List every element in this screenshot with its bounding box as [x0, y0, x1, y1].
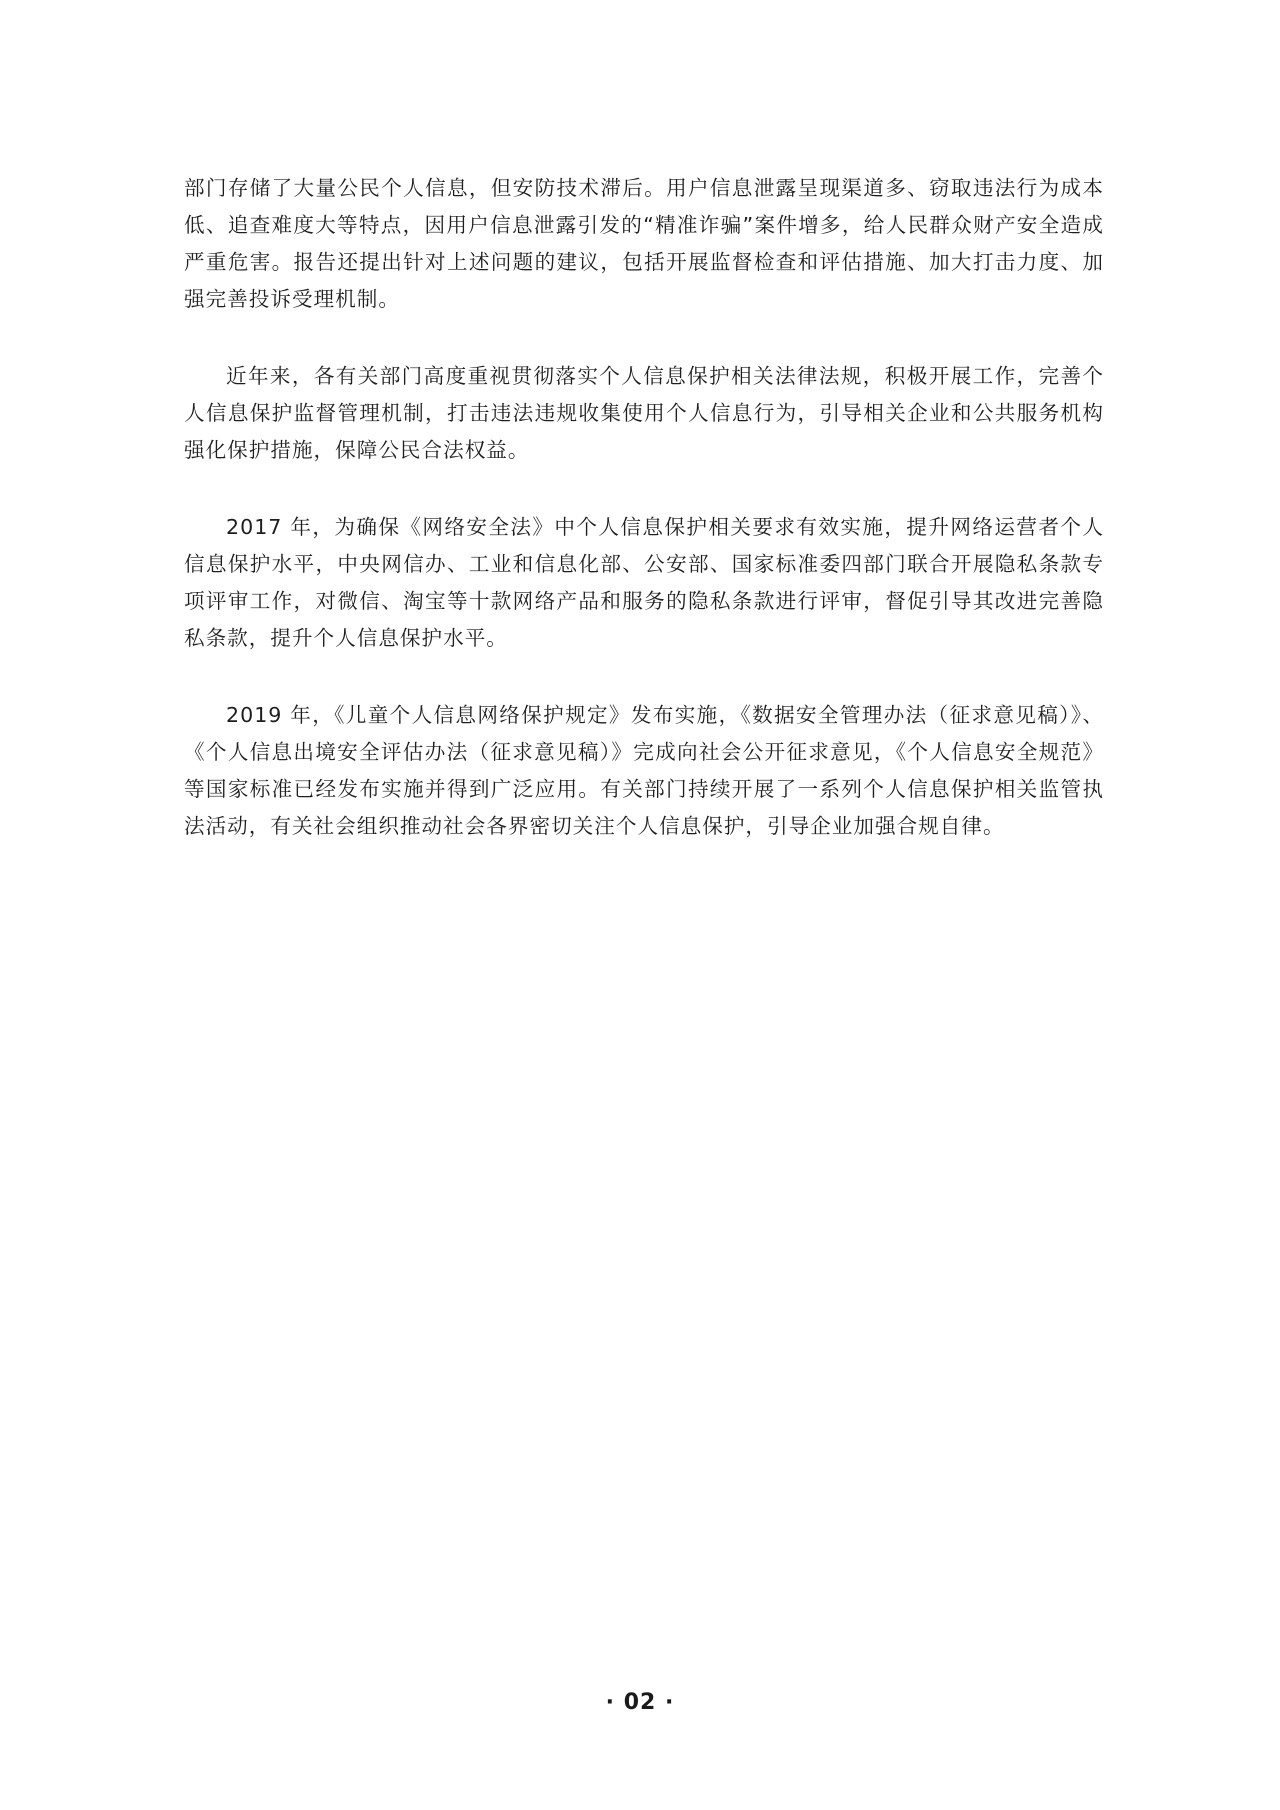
paragraph-recent-years: 近年来，各有关部门高度重视贯彻落实个人信息保护相关法律法规，积极开展工作，完善个人信息保护监督管理机制，打击违法违规收集使用个人信息行为，引导相关企业和公共服务机构强化保护措施，保障公民合法权益。	[184, 364, 1104, 462]
page-number: · 02 ·	[605, 1690, 675, 1715]
paragraph-2019: 2019 年，《儿童个人信息网络保护规定》发布实施，《数据安全管理办法（征求意见稿）》、《个人信息出境安全评估办法（征求意见稿）》完成向社会公开征求意见，《个人信息安全规范》等国家标准已经发布实施并得到广泛应用。有关部门持续开展了一系列个人信息保护相关监管执法活动，有关社会组织推动社会各界密切关注个人信息保护，引导企业加强合规自律。	[184, 703, 1104, 838]
paragraph-2017: 2017 年，为确保《网络安全法》中个人信息保护相关要求有效实施，提升网络运营者个人信息保护水平，中央网信办、工业和信息化部、公安部、国家标准委四部门联合开展隐私条款专项评审工作，对微信、淘宝等十款网络产品和服务的隐私条款进行评审，督促引导其改进完善隐私条款，提升个人信息保护水平。	[184, 515, 1104, 650]
paragraph-continued: 部门存储了大量公民个人信息，但安防技术滞后。用户信息泄露呈现渠道多、窃取违法行为成本低、追查难度大等特点，因用户信息泄露引发的“精准诈骗”案件增多，给人民群众财产安全造成严重危害。报告还提出针对上述问题的建议，包括开展监督检查和评估措施、加大打击力度、加强完善投诉受理机制。	[184, 176, 1104, 311]
document-body	[184, 170, 1104, 885]
